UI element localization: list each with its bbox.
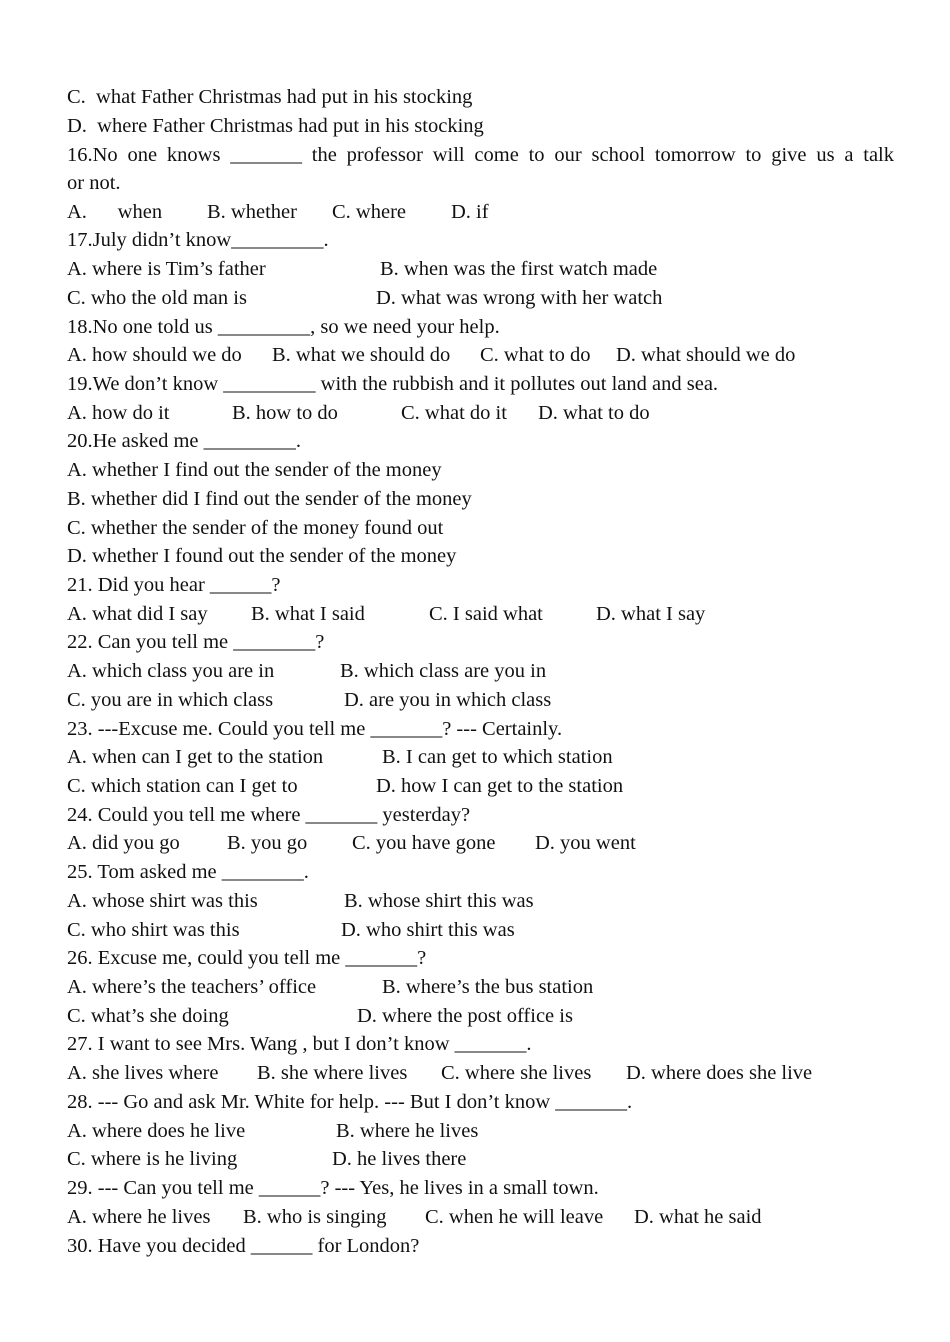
q21-option-a: A. what did I say xyxy=(67,603,208,625)
q24-option-c: C. you have gone xyxy=(352,832,496,854)
q17-option-a: A. where is Tim’s father xyxy=(67,258,266,280)
q16-option-a: A. when xyxy=(67,201,163,223)
q24-option-a: A. did you go xyxy=(67,832,180,854)
q29-stem: 29. --- Can you tell me ______? --- Yes, he lives in a small town. xyxy=(67,1177,599,1199)
q18-option-a: A. how should we do xyxy=(67,344,242,366)
q24-stem: 24. Could you tell me where _______ yesterday? xyxy=(67,804,471,826)
q27-option-d: D. where does she live xyxy=(626,1062,813,1084)
q21-option-b: B. what I said xyxy=(251,603,365,625)
q18-stem: 18.No one told us _________, so we need your help. xyxy=(67,316,500,338)
q20-option-b: B. whether did I find out the sender of the money xyxy=(67,488,472,510)
q19-option-b: B. how to do xyxy=(232,402,338,424)
q18-option-d: D. what should we do xyxy=(616,344,796,366)
q20-stem: 20.He asked me _________. xyxy=(67,430,301,452)
q29-option-d: D. what he said xyxy=(634,1206,762,1228)
q27-option-a: A. she lives where xyxy=(67,1062,219,1084)
q25-option-a: A. whose shirt was this xyxy=(67,890,258,912)
q22-option-b: B. which class are you in xyxy=(340,660,547,682)
q23-option-b: B. I can get to which station xyxy=(382,746,613,768)
q25-option-d: D. who shirt this was xyxy=(341,919,515,941)
q19-option-a: A. how do it xyxy=(67,402,170,424)
q15-option-d: D. where Father Christmas had put in his stocking xyxy=(67,115,484,137)
q16-option-b: B. whether xyxy=(207,201,297,223)
q27-stem: 27. I want to see Mrs. Wang , but I don’t know _______. xyxy=(67,1033,532,1055)
q26-option-d: D. where the post office is xyxy=(357,1005,573,1027)
q25-option-b: B. whose shirt this was xyxy=(344,890,534,912)
q21-option-d: D. what I say xyxy=(596,603,706,625)
q28-option-c: C. where is he living xyxy=(67,1148,238,1170)
q24-option-d: D. you went xyxy=(535,832,636,854)
q19-stem: 19.We don’t know _________ with the rubbish and it pollutes out land and sea. xyxy=(67,373,719,395)
q19-option-d: D. what to do xyxy=(538,402,650,424)
q18-option-b: B. what we should do xyxy=(272,344,451,366)
q27-option-c: C. where she lives xyxy=(441,1062,592,1084)
q23-option-c: C. which station can I get to xyxy=(67,775,298,797)
q17-option-d: D. what was wrong with her watch xyxy=(376,287,663,309)
q25-stem: 25. Tom asked me ________. xyxy=(67,861,309,883)
q23-option-a: A. when can I get to the station xyxy=(67,746,324,768)
q28-option-d: D. he lives there xyxy=(332,1148,467,1170)
q20-option-d: D. whether I found out the sender of the money xyxy=(67,545,457,567)
q16-option-d: D. if xyxy=(451,201,489,223)
q26-stem: 26. Excuse me, could you tell me _______? xyxy=(67,947,427,969)
q26-option-c: C. what’s she doing xyxy=(67,1005,229,1027)
q28-option-b: B. where he lives xyxy=(336,1120,479,1142)
q29-option-a: A. where he lives xyxy=(67,1206,211,1228)
q16-option-c: C. where xyxy=(332,201,407,223)
q23-option-d: D. how I can get to the station xyxy=(376,775,624,797)
q23-stem: 23. ---Excuse me. Could you tell me _______? --- Certainly. xyxy=(67,718,563,740)
q29-option-c: C. when he will leave xyxy=(425,1206,604,1228)
q17-option-b: B. when was the first watch made xyxy=(380,258,658,280)
q21-option-c: C. I said what xyxy=(429,603,543,625)
q22-option-c: C. you are in which class xyxy=(67,689,274,711)
q29-option-b: B. who is singing xyxy=(243,1206,387,1228)
q28-option-a: A. where does he live xyxy=(67,1120,246,1142)
q16-stem-line2: or not. xyxy=(67,172,121,194)
q20-option-c: C. whether the sender of the money found out xyxy=(67,517,444,539)
q30-stem: 30. Have you decided ______ for London? xyxy=(67,1235,420,1257)
q26-option-a: A. where’s the teachers’ office xyxy=(67,976,317,998)
q15-option-c: C. what Father Christmas had put in his stocking xyxy=(67,86,473,108)
q18-option-c: C. what to do xyxy=(480,344,591,366)
q22-option-a: A. which class you are in xyxy=(67,660,275,682)
q19-option-c: C. what do it xyxy=(401,402,507,424)
q21-stem: 21. Did you hear ______? xyxy=(67,574,281,596)
q16-stem-line1: 16.No one knows _______ the professor will come to our school tomorrow to give us a talk xyxy=(67,144,894,166)
q24-option-b: B. you go xyxy=(227,832,308,854)
q20-option-a: A. whether I find out the sender of the money xyxy=(67,459,442,481)
q27-option-b: B. she where lives xyxy=(257,1062,408,1084)
q26-option-b: B. where’s the bus station xyxy=(382,976,594,998)
q22-stem: 22. Can you tell me ________? xyxy=(67,631,325,653)
q17-stem: 17.July didn’t know_________. xyxy=(67,229,329,251)
q28-stem: 28. --- Go and ask Mr. White for help. --- But I don’t know _______. xyxy=(67,1091,633,1113)
q25-option-c: C. who shirt was this xyxy=(67,919,240,941)
q22-option-d: D. are you in which class xyxy=(344,689,552,711)
q17-option-c: C. who the old man is xyxy=(67,287,247,309)
